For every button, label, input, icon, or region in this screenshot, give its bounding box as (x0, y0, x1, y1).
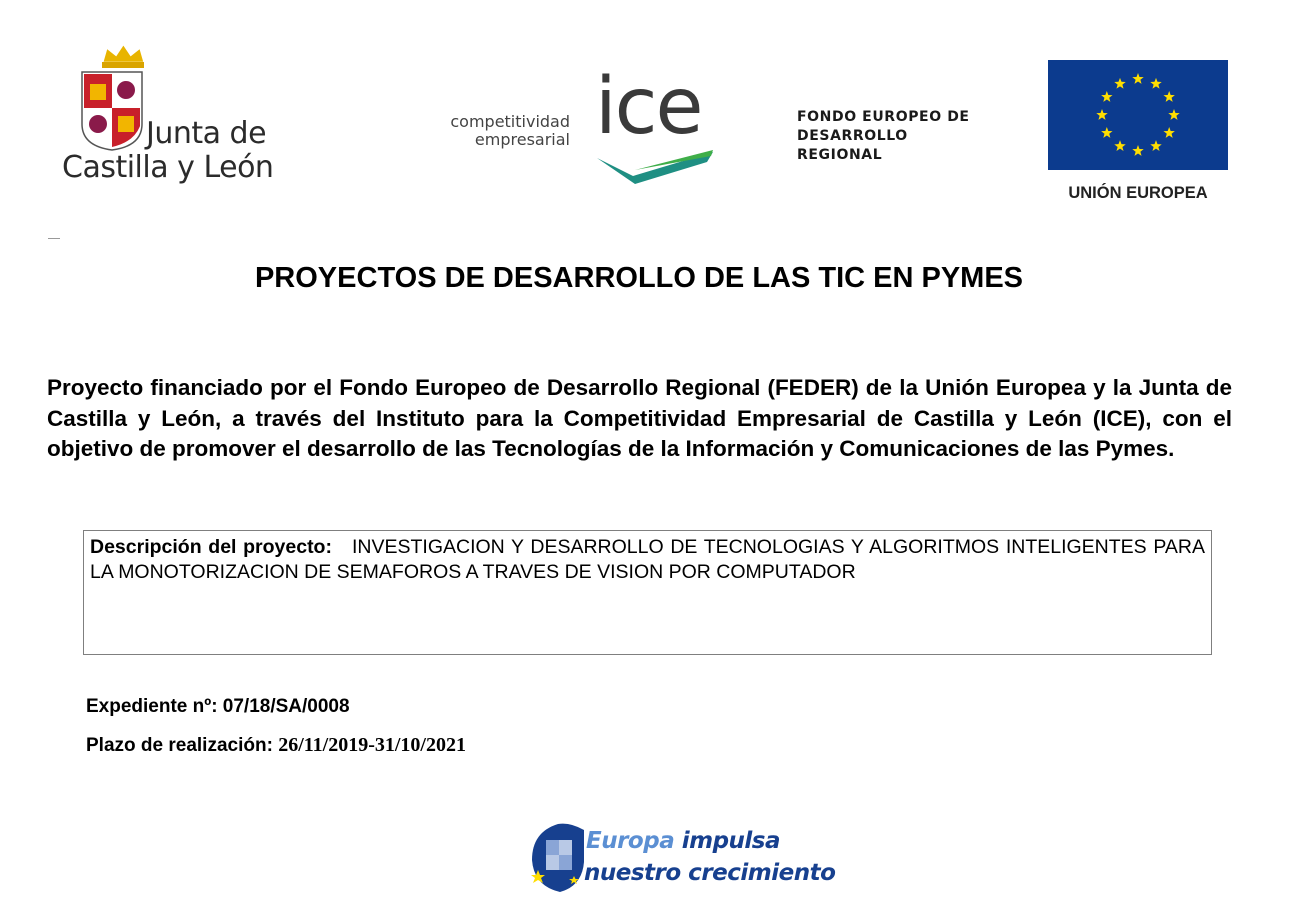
plazo-value: 26/11/2019-31/10/2021 (278, 734, 466, 756)
feder-line2: DESARROLLO (797, 128, 908, 144)
eu-star-icon (1150, 78, 1161, 89)
page-title: PROYECTOS DE DESARROLLO DE LAS TIC EN PYMES (254, 262, 1024, 294)
ice-brand: ice (595, 62, 702, 152)
eu-stars-icon (1048, 60, 1228, 170)
plazo-realizacion (86, 734, 466, 757)
europa-impulsa-logo (530, 820, 836, 896)
eu-label: UNIÓN EUROPEA (1068, 184, 1208, 202)
plazo-label: Plazo de realización: (86, 735, 273, 756)
eu-star-icon (1114, 78, 1125, 89)
feder-label (797, 108, 1027, 165)
divider (48, 238, 60, 239)
description-text: INVESTIGACION Y DESARROLLO DE TECNOLOGIAS Y ALGORITMOS INTELIGENTES PARA LA MONOTORIZACION DE SEMAFOROS A TRAVES DE VISION POR COMPUTADOR (90, 536, 1205, 583)
feder-line1: FONDO EUROPEO DE (797, 109, 970, 125)
europa-emblem-icon (530, 822, 586, 894)
eu-star-icon (1150, 140, 1161, 151)
project-description-box (83, 530, 1212, 655)
eu-star-icon (1132, 73, 1143, 84)
eu-star-icon (1101, 127, 1112, 138)
ice-small-line2: empresarial (474, 130, 570, 149)
feder-line3: REGIONAL (797, 147, 883, 163)
eu-star-icon (1114, 140, 1125, 151)
europa-word2: impulsa (681, 828, 781, 854)
eu-flag (1048, 60, 1228, 170)
expediente-number: Expediente nº: 07/18/SA/0008 (86, 696, 350, 717)
jcyl-line2: Castilla y León (62, 150, 274, 185)
eu-star-icon (1163, 91, 1174, 102)
eu-star-icon (1168, 109, 1179, 120)
ice-logo (440, 62, 730, 185)
intro-paragraph: Proyecto financiado por el Fondo Europeo de Desarrollo Regional (FEDER) de la Unión Europea y la Junta de Castilla y León, a través del Instituto para la Competitividad Empresarial de Castilla y León (ICE), con el objetivo de promover el desarrollo de las Tecnologías de la Información y Comunicaciones de las Pymes. (47, 375, 1232, 461)
ice-swoosh-icon (595, 146, 715, 186)
eu-star-icon (1163, 127, 1174, 138)
eu-star-icon (1101, 91, 1112, 102)
europa-line2: nuestro crecimiento (584, 860, 836, 886)
jcyl-line1: Junta de (146, 116, 267, 151)
junta-castilla-leon-logo (60, 42, 310, 192)
description-label: Descripción del proyecto: (90, 536, 332, 558)
eu-star-icon (1132, 145, 1143, 156)
eu-star-icon (1096, 109, 1107, 120)
ice-small-line1: competitividad (450, 112, 570, 131)
europa-word1: Europa (586, 828, 675, 854)
